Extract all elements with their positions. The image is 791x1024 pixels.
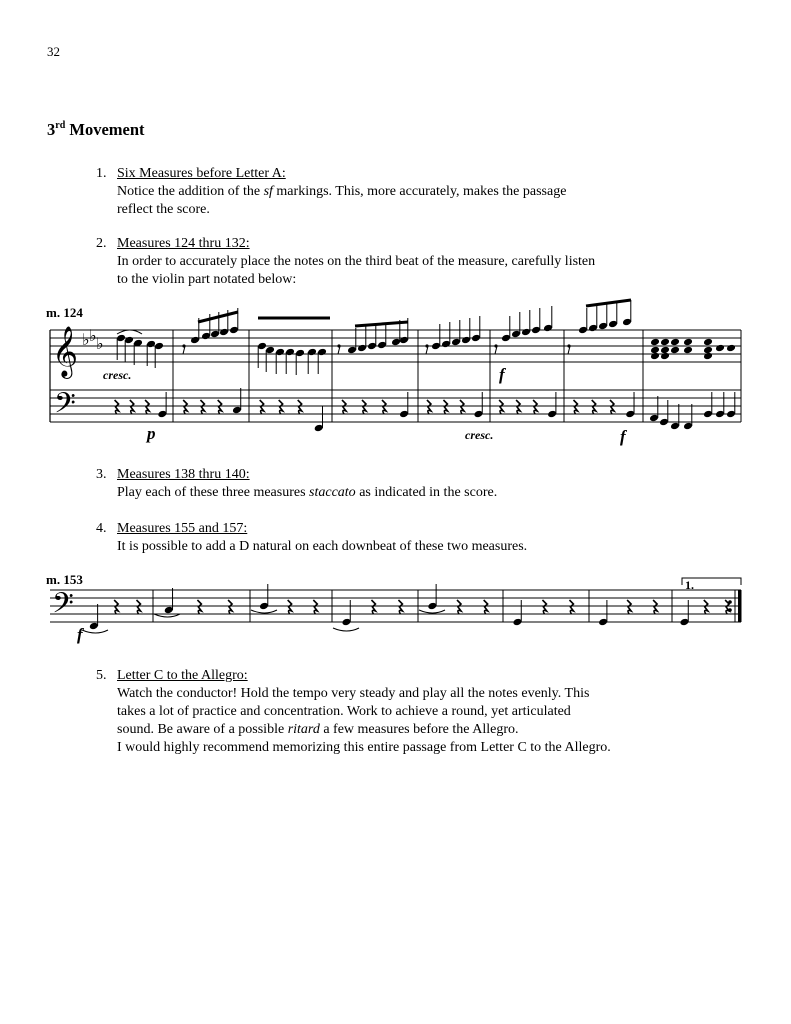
quarter-rest: [362, 400, 366, 414]
italic-term: ritard: [287, 722, 320, 737]
item-text-line: [117, 253, 736, 271]
quarter-rest: [136, 600, 140, 614]
text-run: It is possible to add a D natural on each downbeat of these two measures.: [117, 539, 528, 554]
treble-clef-icon: 𝄞: [52, 327, 79, 376]
quarter-rest: [130, 400, 134, 414]
item-text-line: [117, 685, 736, 703]
item-heading: Letter C to the Allegro:: [117, 668, 248, 683]
list-item-5: [96, 667, 736, 757]
quarter-rest: [484, 600, 488, 614]
repeat-dot: [728, 608, 732, 612]
quarter-rest: [279, 400, 283, 414]
quarter-rest: [704, 600, 708, 614]
dynamic-f-treble: f: [499, 365, 505, 384]
item-text-line: [117, 201, 736, 219]
measure-label-153: m. 153: [46, 572, 83, 587]
dynamic-p: p: [147, 424, 156, 443]
list-item-2: [96, 235, 736, 289]
text-run: Watch the conductor! Hold the tempo very steady and play all the notes evenly. This: [117, 686, 590, 701]
bass-solo-staff-lines: [50, 590, 741, 622]
list-item-1: [96, 165, 736, 219]
quarter-rest: [260, 400, 264, 414]
text-run: takes a lot of practice and concentration. Work to achieve a round, yet articulated: [117, 704, 571, 719]
music-staff-violin-bass: [0, 318, 791, 448]
dynamic-cresc-treble: cresc.: [103, 368, 132, 382]
text-run: sound. Be aware of a possible: [117, 722, 288, 737]
beam: [586, 300, 631, 306]
quarter-rest: [592, 400, 596, 414]
chord-note-head: [670, 338, 680, 347]
tie: [251, 610, 277, 613]
quarter-rest: [610, 400, 614, 414]
text-run: to the violin part notated below:: [117, 272, 297, 287]
quarter-rest: [653, 600, 657, 614]
quarter-rest: [627, 600, 631, 614]
quarter-rest: [371, 600, 375, 614]
dynamic-f: f: [77, 625, 83, 644]
item-heading: Measures 124 thru 132:: [117, 236, 250, 251]
item-text-line: [117, 739, 736, 757]
quarter-rest: [183, 400, 187, 414]
tie: [419, 610, 445, 613]
text-run: markings. This, more accurately, makes the passage: [272, 184, 567, 199]
quarter-rest: [313, 600, 317, 614]
quarter-rest: [542, 600, 546, 614]
list-number: 4.: [96, 521, 107, 536]
chord-note-head: [683, 338, 693, 347]
bass-clef-icon: 𝄢: [52, 589, 74, 626]
text-run: I would highly recommend memorizing this entire passage from Letter C to the Allegro.: [117, 740, 611, 755]
quarter-rest: [228, 600, 232, 614]
list-item-3: [96, 466, 736, 502]
quarter-rest: [533, 400, 537, 414]
quarter-rest: [398, 600, 402, 614]
list-number: 3.: [96, 467, 107, 482]
quarter-rest: [499, 400, 503, 414]
list-number: 2.: [96, 236, 107, 251]
dynamic-f-bass: f: [620, 427, 626, 446]
measure-label-124: m. 124: [46, 305, 83, 320]
chord-note-head: [703, 338, 713, 347]
text-run: Play each of these three measures: [117, 485, 310, 500]
chord-note-head: [650, 338, 660, 347]
chord-note-head: [660, 338, 670, 347]
quarter-rest: [382, 400, 386, 414]
item-heading: Six Measures before Letter A:: [117, 166, 286, 181]
text-run: reflect the score.: [117, 202, 210, 217]
item-heading: Measures 155 and 157:: [117, 521, 248, 536]
repeat-dot: [728, 600, 732, 604]
quarter-rest: [443, 400, 447, 414]
key-signature-flat-2: ♭: [89, 328, 97, 345]
bass-clef-icon: 𝄢: [54, 389, 76, 426]
quarter-rest: [457, 600, 461, 614]
quarter-rest: [298, 400, 302, 414]
item-text-line: [117, 703, 736, 721]
music-staff-bass-solo: [0, 570, 791, 650]
text-run: In order to accurately place the notes on the third beat of the measure, carefully listen: [117, 254, 596, 269]
item-text-line: [117, 484, 736, 502]
quarter-rest: [569, 600, 573, 614]
list-item-4: [96, 520, 736, 556]
quarter-rest: [197, 600, 201, 614]
dynamic-cresc-bass: cresc.: [465, 428, 494, 442]
slur: [117, 330, 142, 334]
quarter-rest: [427, 400, 431, 414]
text-run: as indicated in the score.: [355, 485, 498, 500]
chord-note-head: [670, 346, 680, 355]
list-number: 1.: [96, 166, 107, 181]
item-text-line: [117, 538, 736, 556]
quarter-rest: [200, 400, 204, 414]
quarter-rest: [342, 400, 346, 414]
tie: [333, 628, 359, 631]
item-text-line: [117, 721, 736, 739]
page-number: 32: [47, 44, 60, 59]
chord-note-head: [683, 346, 693, 355]
quarter-rest: [218, 400, 222, 414]
first-ending-label: 1.: [685, 578, 694, 592]
list-number: 5.: [96, 668, 107, 683]
text-run: a few measures before the Allegro.: [319, 722, 519, 737]
quarter-rest: [114, 600, 118, 614]
quarter-rest: [516, 400, 520, 414]
quarter-rest: [115, 400, 119, 414]
quarter-rest: [573, 400, 577, 414]
chord-note-head: [715, 344, 725, 353]
key-signature-flat-1: ♭: [82, 332, 90, 349]
quarter-rest: [145, 400, 149, 414]
quarter-rest: [288, 600, 292, 614]
chord-note-head: [660, 352, 670, 361]
tie: [82, 630, 108, 633]
italic-term: staccato: [309, 485, 356, 500]
italic-term: sf: [263, 184, 273, 199]
treble-staff-lines: [50, 330, 741, 362]
text-run: Notice the addition of the: [117, 184, 264, 199]
chord-note-head: [650, 352, 660, 361]
item-text-line: [117, 183, 736, 201]
bass-solo-notes: [82, 584, 729, 633]
movement-title: 3rd Movement: [47, 120, 145, 139]
chord-note-head: [726, 344, 736, 353]
item-text-line: [117, 271, 736, 289]
key-signature-flat-3: ♭: [96, 336, 104, 353]
chord-note-head: [703, 352, 713, 361]
quarter-rest: [460, 400, 464, 414]
beam: [198, 312, 238, 322]
repeat-barline-thick: [738, 590, 742, 622]
bass-staff-lines: [50, 390, 741, 422]
item-heading: Measures 138 thru 140:: [117, 467, 250, 482]
